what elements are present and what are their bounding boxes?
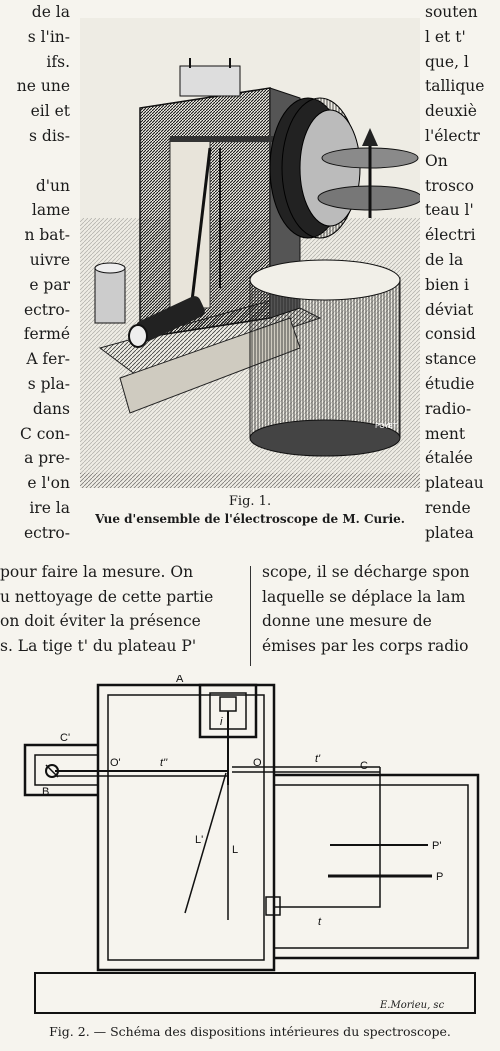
right-column-line: que, l [425, 52, 469, 71]
label-C: C [360, 760, 368, 772]
right-column-line: étudie [425, 374, 475, 393]
right-column-line: de la [425, 250, 464, 269]
right-column-line: rende [425, 498, 471, 517]
label-L: L [232, 844, 239, 856]
column-divider [250, 566, 251, 666]
bottom-left-line: s. La tige t' du plateau P' [0, 636, 197, 655]
label-O-prime: O' [110, 757, 121, 769]
bottom-left-line: pour faire la mesure. On [0, 563, 194, 581]
right-column-line: plateau [425, 474, 484, 493]
right-column-line: bien i [425, 275, 469, 294]
left-column-line [0, 149, 70, 174]
left-column-line: fermé [23, 325, 70, 344]
label-P: P [436, 871, 444, 883]
bottom-left-text [0, 560, 238, 658]
label-L-prime: L' [195, 834, 204, 846]
label-P-prime: P' [432, 840, 442, 852]
left-column-line: ire la [29, 498, 70, 517]
left-column-line: eil et [30, 102, 70, 121]
left-column-line: A fer- [26, 350, 70, 369]
left-column-line: ne une [16, 77, 70, 96]
figure-1-signature: POYET [375, 422, 398, 430]
label-B: B [42, 786, 50, 798]
label-O: O [253, 757, 262, 769]
left-column-line: ectro- [23, 300, 70, 319]
left-column-line: d'un [35, 176, 70, 195]
figure-1-caption: Vue d'ensemble de l'électroscope de M. Curie. [95, 512, 405, 526]
left-column-line: s dis- [29, 126, 70, 145]
right-column-line: teau l' [425, 201, 474, 220]
left-column-line: lame [31, 201, 70, 220]
label-A: A [176, 675, 184, 685]
right-column-line: deuxiè [425, 102, 477, 121]
bottom-left-line: on doit éviter la présence [0, 612, 201, 630]
left-column-line: n bat- [24, 226, 70, 245]
bottom-right-line: scope, il se décharge spon [262, 563, 470, 581]
label-i: i [220, 716, 223, 728]
label-t: t [318, 916, 322, 928]
right-column-line: platea [425, 523, 474, 542]
left-column-line: s pla- [27, 374, 70, 393]
figure-2-caption: Fig. 2. — Schéma des dispositions intérieures du spectroscope. [49, 1024, 451, 1039]
bottom-right-line: donne une mesure de [262, 612, 432, 630]
right-column-line: souten [425, 3, 478, 21]
figure-2-engraver: E.Morieu, sc [380, 1000, 445, 1011]
right-column-line: l et t' [425, 27, 466, 46]
left-column-line: a pre- [24, 449, 70, 468]
left-text-column [0, 0, 70, 546]
bottom-right-text [262, 560, 500, 658]
right-column-line: consid [425, 325, 476, 344]
label-t-prime: t' [315, 753, 321, 765]
right-column-line: étalée [425, 449, 473, 468]
figure-1-electroscope-engraving [80, 18, 420, 488]
left-column-line: s l'in- [27, 27, 70, 46]
right-column-line: radio- [425, 399, 472, 418]
left-column-line: uivre [29, 250, 70, 269]
right-column-line: stance [425, 350, 477, 369]
label-t-double-prime: t'' [160, 757, 168, 769]
right-column-line: déviat [425, 300, 474, 319]
right-text-column [425, 0, 500, 546]
figure-1-number: Fig. 1. [228, 494, 272, 509]
bottom-right-line: laquelle se déplace la lam [262, 587, 466, 606]
left-column-line: ifs. [46, 52, 70, 71]
right-column-line: trosco [425, 176, 474, 195]
right-column-line: l'électr [425, 126, 480, 145]
left-column-line: ectro- [23, 523, 70, 542]
figure-2-schematic [0, 675, 500, 1020]
left-column-line: e par [29, 275, 70, 294]
right-column-line: électri [425, 226, 476, 245]
left-column-line: de la [31, 3, 70, 21]
right-column-line: ment [425, 424, 466, 443]
bottom-right-line: émises par les corps radio [262, 636, 469, 655]
label-C-prime: C' [60, 732, 71, 744]
left-column-line: dans [32, 399, 70, 418]
right-column-line: tallique [425, 77, 485, 96]
left-column-line: e l'on [27, 474, 70, 493]
left-column-line: C con- [19, 424, 70, 443]
bottom-left-line: u nettoyage de cette partie [0, 587, 214, 606]
right-column-line: On [425, 151, 448, 170]
